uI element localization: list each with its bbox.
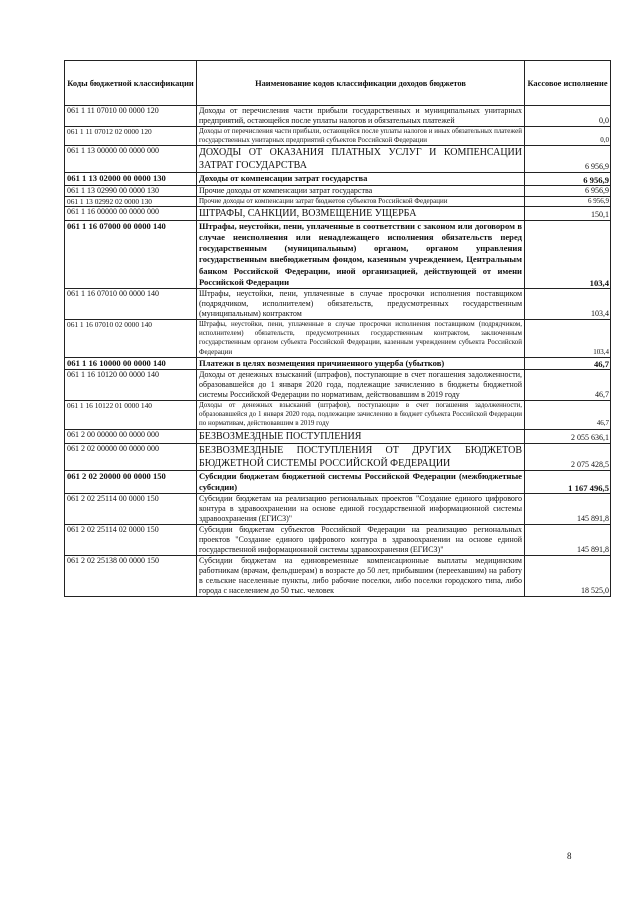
row-code: 061 1 16 07010 02 0000 140 — [65, 320, 197, 358]
row-code: 061 1 13 02000 00 0000 130 — [65, 173, 197, 185]
table-row — [65, 106, 611, 127]
table-row — [65, 494, 611, 525]
budget-table-page — [64, 60, 610, 597]
table-row — [65, 206, 611, 220]
table-row — [65, 470, 611, 493]
row-code: 061 1 11 07012 02 0000 120 — [65, 127, 197, 146]
table-row — [65, 443, 611, 470]
table-row — [65, 429, 611, 443]
table-header-row — [65, 61, 611, 106]
row-code: 061 1 13 00000 00 0000 000 — [65, 146, 197, 173]
row-value: 6 956,9 — [525, 185, 611, 196]
table-row — [65, 173, 611, 185]
row-code: 061 1 13 02990 00 0000 130 — [65, 185, 197, 196]
row-value: 2 075 428,5 — [525, 443, 611, 470]
row-name: БЕЗВОЗМЕЗДНЫЕ ПОСТУПЛЕНИЯ ОТ ДРУГИХ БЮДЖЕТОВ БЮДЖЕТНОЙ СИСТЕМЫ РОССИЙСКОЙ ФЕДЕРАЦИИ — [197, 443, 525, 470]
row-code: 061 2 02 25114 02 0000 150 — [65, 525, 197, 556]
row-value: 46,7 — [525, 370, 611, 401]
table-row — [65, 401, 611, 430]
row-name: Субсидии бюджетам субъектов Российской Федерации на реализацию региональных проектов "Создание единого цифрового контура в здравоохранении на основе единой государственной информационной системы здравоохранения (ЕГИСЗ)" — [197, 525, 525, 556]
table-row — [65, 525, 611, 556]
row-value: 145 891,8 — [525, 494, 611, 525]
table-row — [65, 220, 611, 288]
row-name: Доходы от денежных взысканий (штрафов), поступающие в счет погашения задолженности, образовавшейся до 1 января 2020 года, подлежащие зачислению в бюджеты бюджетной системы Российской Федерации по нормативам, действовавшим в 2019 году — [197, 370, 525, 401]
row-code: 061 1 16 10000 00 0000 140 — [65, 357, 197, 369]
row-code: 061 2 02 25138 00 0000 150 — [65, 556, 197, 597]
row-value: 0,0 — [525, 127, 611, 146]
row-name: Штрафы, неустойки, пени, уплаченные в соответствии с законом или договором в случае неисполнения или ненадлежащего исполнения обязательств перед государственным (муниципальным) органом, органом управления государственным внебюджетным фондом, казенным учреждением, Центральным банком Российской Федерации, иной организацией, действующей от имени Российской Федерации — [197, 220, 525, 288]
row-name: Штрафы, неустойки, пени, уплаченные в случае просрочки исполнения поставщиком (подрядчиком, исполнителем) обязательств, предусмотренных государственным контрактом, заключенным государственным органом субъекта Российской Федерации, казенным учреждением субъекта Российской Федерации — [197, 320, 525, 358]
row-code: 061 1 16 07000 00 0000 140 — [65, 220, 197, 288]
table-row — [65, 357, 611, 369]
row-value: 145 891,8 — [525, 525, 611, 556]
row-code: 061 1 16 10120 00 0000 140 — [65, 370, 197, 401]
column-header-value: Кассовое исполнение — [525, 61, 611, 106]
row-value: 6 956,9 — [525, 146, 611, 173]
table-row — [65, 146, 611, 173]
row-name: БЕЗВОЗМЕЗДНЫЕ ПОСТУПЛЕНИЯ — [197, 429, 525, 443]
column-header-code: Коды бюджетной классификации — [65, 61, 197, 106]
row-value: 2 055 636,1 — [525, 429, 611, 443]
budget-table — [64, 60, 611, 597]
row-code: 061 1 16 00000 00 0000 000 — [65, 206, 197, 220]
row-value: 103,4 — [525, 320, 611, 358]
row-code: 061 1 13 02992 02 0000 130 — [65, 196, 197, 206]
table-row — [65, 196, 611, 206]
row-code: 061 1 11 07010 00 0000 120 — [65, 106, 197, 127]
page-number: 8 — [567, 851, 572, 861]
row-code: 061 2 02 00000 00 0000 000 — [65, 443, 197, 470]
row-name: Доходы от компенсации затрат государства — [197, 173, 525, 185]
row-value: 1 167 496,5 — [525, 470, 611, 493]
row-value: 18 525,0 — [525, 556, 611, 597]
row-name: ДОХОДЫ ОТ ОКАЗАНИЯ ПЛАТНЫХ УСЛУГ И КОМПЕНСАЦИИ ЗАТРАТ ГОСУДАРСТВА — [197, 146, 525, 173]
row-name: Доходы от перечисления части прибыли государственных и муниципальных унитарных предприятий, остающейся после уплаты налогов и обязательных платежей — [197, 106, 525, 127]
row-code: 061 1 16 10122 01 0000 140 — [65, 401, 197, 430]
row-name: Прочие доходы от компенсации затрат бюджетов субъектов Российской Федерации — [197, 196, 525, 206]
table-row — [65, 185, 611, 196]
row-value: 6 956,9 — [525, 173, 611, 185]
row-code: 061 1 16 07010 00 0000 140 — [65, 289, 197, 320]
table-row — [65, 370, 611, 401]
row-code: 061 2 02 20000 00 0000 150 — [65, 470, 197, 493]
row-code: 061 2 00 00000 00 0000 000 — [65, 429, 197, 443]
row-value: 46,7 — [525, 401, 611, 430]
table-row — [65, 127, 611, 146]
table-body — [65, 106, 611, 597]
row-value: 103,4 — [525, 289, 611, 320]
row-value: 103,4 — [525, 220, 611, 288]
row-name: Платежи в целях возмещения причиненного ущерба (убытков) — [197, 357, 525, 369]
row-name: Субсидии бюджетам на единовременные компенсационные выплаты медицинским работникам (врачам, фельдшерам) в возрасте до 50 лет, прибывшим (переехавшим) на работу в сельские населенные пункты, либо рабочие поселки, либо поселки городского типа, либо города с населением до 50 тыс. человек — [197, 556, 525, 597]
row-value: 6 956,9 — [525, 196, 611, 206]
row-name: Штрафы, неустойки, пени, уплаченные в случае просрочки исполнения поставщиком (подрядчиком, исполнителем) обязательств, предусмотренных государственным (муниципальным) контрактом — [197, 289, 525, 320]
row-name: ШТРАФЫ, САНКЦИИ, ВОЗМЕЩЕНИЕ УЩЕРБА — [197, 206, 525, 220]
table-row — [65, 556, 611, 597]
column-header-name: Наименование кодов классификации доходов бюджетов — [197, 61, 525, 106]
table-row — [65, 289, 611, 320]
row-name: Прочие доходы от компенсации затрат государства — [197, 185, 525, 196]
row-name: Доходы от денежных взысканий (штрафов), поступающие в счет погашения задолженности, образовавшейся до 1 января 2020 года, подлежащие зачислению в бюджет субъекта Российской Федерации по нормативам, действовавшим в 2019 году — [197, 401, 525, 430]
row-name: Доходы от перечисления части прибыли, остающейся после уплаты налогов и иных обязательных платежей государственных унитарных предприятий субъектов Российской Федерации — [197, 127, 525, 146]
row-value: 0,0 — [525, 106, 611, 127]
row-name: Субсидии бюджетам бюджетной системы Российской Федерации (межбюджетные субсидии) — [197, 470, 525, 493]
row-name: Субсидии бюджетам на реализацию региональных проектов "Создание единого цифрового контура в здравоохранении на основе единой государственной информационной системы здравоохранения (ЕГИСЗ)" — [197, 494, 525, 525]
row-value: 46,7 — [525, 357, 611, 369]
table-row — [65, 320, 611, 358]
row-value: 150,1 — [525, 206, 611, 220]
row-code: 061 2 02 25114 00 0000 150 — [65, 494, 197, 525]
